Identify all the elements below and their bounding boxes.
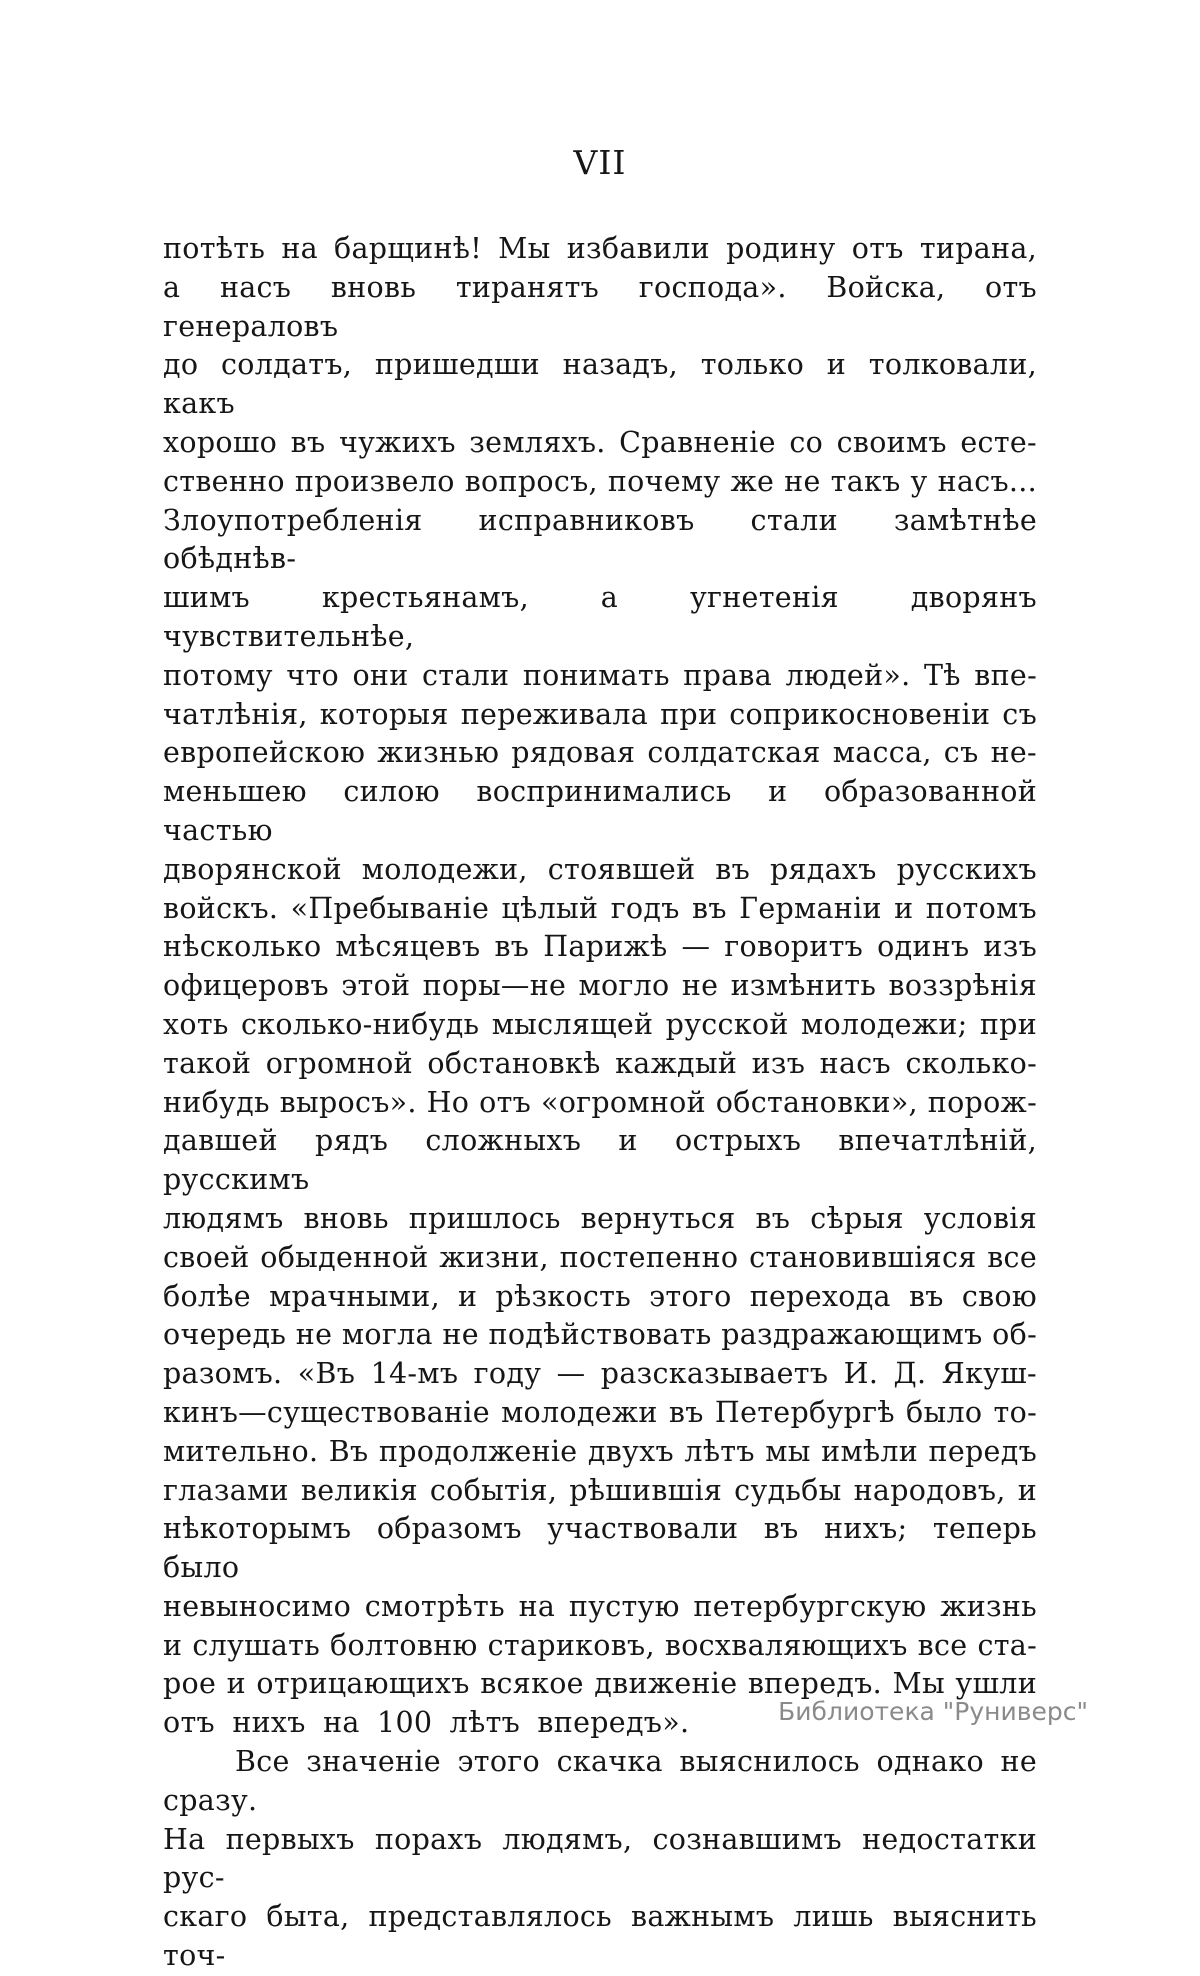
text-line: хорошо въ чужихъ земляхъ. Сравненіе со своимъ есте- xyxy=(163,425,1037,459)
text-line: а насъ вновь тиранятъ господа». Войска, отъ генераловъ xyxy=(163,270,1037,343)
text-line: невыносимо смотрѣть на пустую петербургскую жизнь xyxy=(163,1589,1037,1623)
text-line: ственно произвело вопросъ, почему же не такъ у насъ... xyxy=(163,464,1037,498)
text-line: меньшею силою воспринимались и образованной частью xyxy=(163,775,1037,847)
page-number-roman: VII xyxy=(573,143,627,182)
text-line: дворянской молодежи, стоявшей въ рядахъ русскихъ xyxy=(163,852,1037,886)
text-line: европейскою жизнью рядовая солдатская масса, съ не- xyxy=(163,736,1037,770)
text-line: давшей рядъ сложныхъ и острыхъ впечатлѣній, русскимъ xyxy=(163,1124,1037,1197)
text-line: хоть сколько-нибудь мыслящей русской молодежи; при xyxy=(163,1007,1037,1041)
text-line: глазами великія событія, рѣшившія судьбы народовъ, и xyxy=(163,1473,1037,1507)
text-line: отъ нихъ на 100 лѣтъ впередъ». xyxy=(163,1706,690,1740)
text-line: рое и отрицающихъ всякое движеніе впередъ. Мы ушли xyxy=(163,1667,1037,1701)
text-line: потому что они стали понимать права людей». Тѣ впе- xyxy=(163,658,1037,692)
text-line: скаго быта, представлялось важнымъ лишь выяснить точ- xyxy=(163,1900,1037,1973)
text-line: очередь не могла не подѣйствовать раздражающимъ об- xyxy=(163,1318,1037,1352)
text-line: болѣе мрачными, и рѣзкость этого перехода въ свою xyxy=(163,1279,1037,1313)
text-line: Злоупотребленія исправниковъ стали замѣтнѣе обѣднѣв- xyxy=(163,503,1037,576)
text-line: и слушать болтовню стариковъ, восхваляющихъ все ста- xyxy=(163,1628,1037,1662)
text-line: нѣкоторымъ образомъ участвовали въ нихъ; теперь было xyxy=(163,1512,1037,1585)
text-line: шимъ крестьянамъ, а угнетенія дворянъ чувствительнѣе, xyxy=(163,581,1037,653)
text-line: своей обыденной жизни, постепенно становившіяся все xyxy=(163,1240,1037,1274)
text-line: На первыхъ порахъ людямъ, сознавшимъ недостатки рус- xyxy=(163,1822,1037,1895)
text-line: потѣть на барщинѣ! Мы избавили родину отъ тирана, xyxy=(163,232,1037,265)
text-line: разомъ. «Въ 14-мъ году — разсказываетъ И. Д. Якуш- xyxy=(163,1357,1037,1391)
text-line: до солдатъ, пришедши назадъ, только и толковали, какъ xyxy=(163,348,1037,421)
text-line: такой огромной обстановкѣ каждый изъ насъ сколько- xyxy=(163,1046,1037,1080)
text-line: мительно. Въ продолженіе двухъ лѣтъ мы имѣли передъ xyxy=(163,1434,1037,1468)
text-line: людямъ вновь пришлось вернуться въ сѣрыя условія xyxy=(163,1201,1037,1235)
text-line: Все значеніе этого скачка выяснилось однако не сразу. xyxy=(163,1745,1037,1817)
text-line: войскъ. «Пребываніе цѣлый годъ въ Германіи и потомъ xyxy=(163,891,1037,925)
text-line: нибудь выросъ». Но отъ «огромной обстановки», порож- xyxy=(163,1085,1037,1119)
text-line: нѣсколько мѣсяцевъ въ Парижѣ — говоритъ одинъ изъ xyxy=(163,930,1037,964)
text-line: чатлѣнія, которыя переживала при соприкосновеніи съ xyxy=(163,697,1037,731)
library-watermark: Библиотека "Руниверс" xyxy=(778,1697,1088,1726)
text-line: офицеровъ этой поры—не могло не измѣнить воззрѣнія xyxy=(163,969,1037,1003)
text-line: кинъ—существованіе молодежи въ Петербургѣ было то- xyxy=(163,1395,1037,1429)
